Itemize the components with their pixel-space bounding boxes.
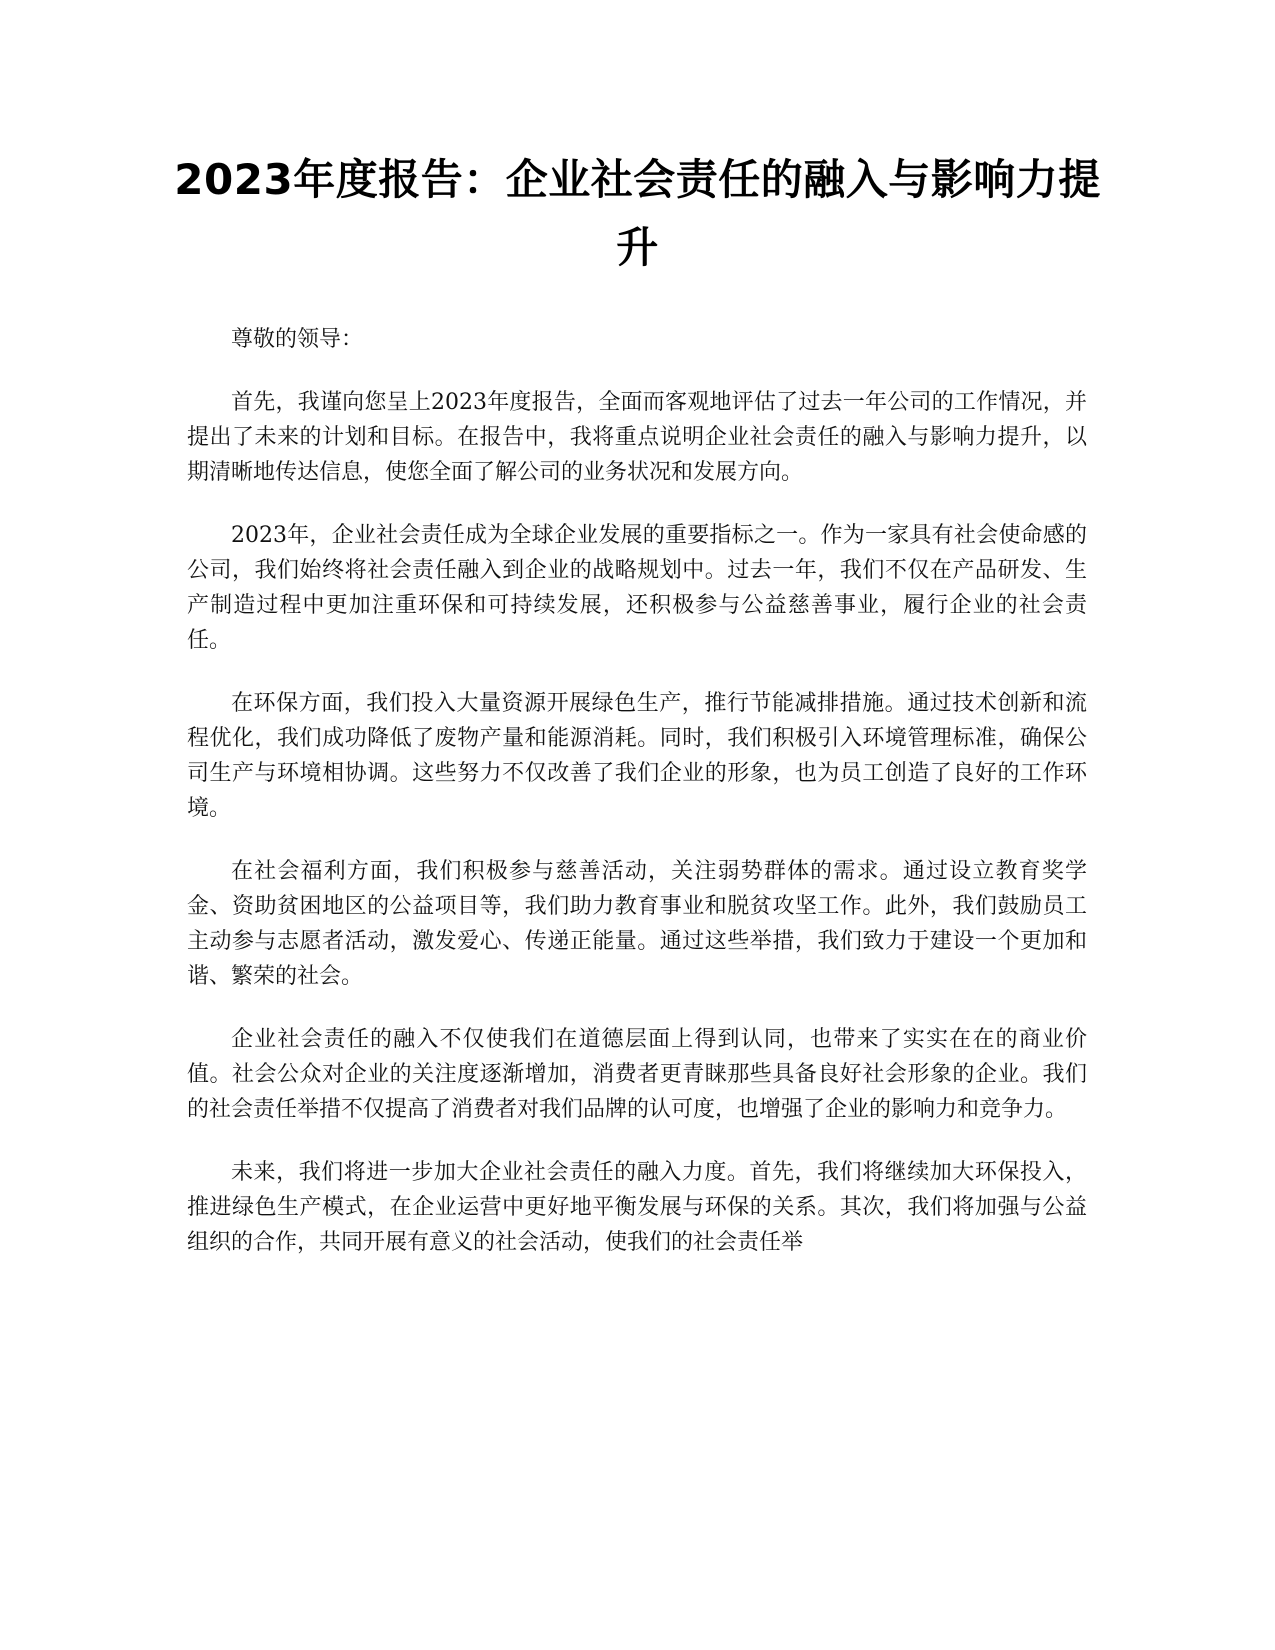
paragraph-csr-overview: 2023年，企业社会责任成为全球企业发展的重要指标之一。作为一家具有社会使命感的公司，我们始终将社会责任融入到企业的战略规划中。过去一年，我们不仅在产品研发、生产制造过程中更加注重环保和可持续发展，还积极参与公益慈善事业，履行企业的社会责任。 [187,523,1087,653]
salutation: 尊敬的领导： [231,327,364,352]
paragraph-environment: 在环保方面，我们投入大量资源开展绿色生产，推行节能减排措施。通过技术创新和流程优化，我们成功降低了废物产量和能源消耗。同时，我们积极引入环境管理标准，确保公司生产与环境相协调。这些努力不仅改善了我们企业的形象，也为员工创造了良好的工作环境。 [187,691,1087,821]
paragraph-business-value: 企业社会责任的融入不仅使我们在道德层面上得到认同，也带来了实实在在的商业价值。社会公众对企业的关注度逐渐增加，消费者更青睐那些具备良好社会形象的企业。我们的社会责任举措不仅提高了消费者对我们品牌的认可度，也增强了企业的影响力和竞争力。 [187,1027,1087,1122]
document-body [187,322,1087,1288]
paragraph-intro: 首先，我谨向您呈上2023年度报告，全面而客观地评估了过去一年公司的工作情况，并提出了未来的计划和目标。在报告中，我将重点说明企业社会责任的融入与影响力提升，以期清晰地传达信息，使您全面了解公司的业务状况和发展方向。 [187,390,1087,485]
paragraph-future-plans: 未来，我们将进一步加大企业社会责任的融入力度。首先，我们将继续加大环保投入，推进绿色生产模式，在企业运营中更好地平衡发展与环保的关系。其次，我们将加强与公益组织的合作，共同开展有意义的社会活动，使我们的社会责任举 [187,1160,1087,1255]
paragraph-social-welfare: 在社会福利方面，我们积极参与慈善活动，关注弱势群体的需求。通过设立教育奖学金、资助贫困地区的公益项目等，我们助力教育事业和脱贫攻坚工作。此外，我们鼓励员工主动参与志愿者活动，激发爱心、传递正能量。通过这些举措，我们致力于建设一个更加和谐、繁荣的社会。 [187,859,1087,989]
document-title: 2023年度报告：企业社会责任的融入与影响力提升 [174,155,1101,272]
